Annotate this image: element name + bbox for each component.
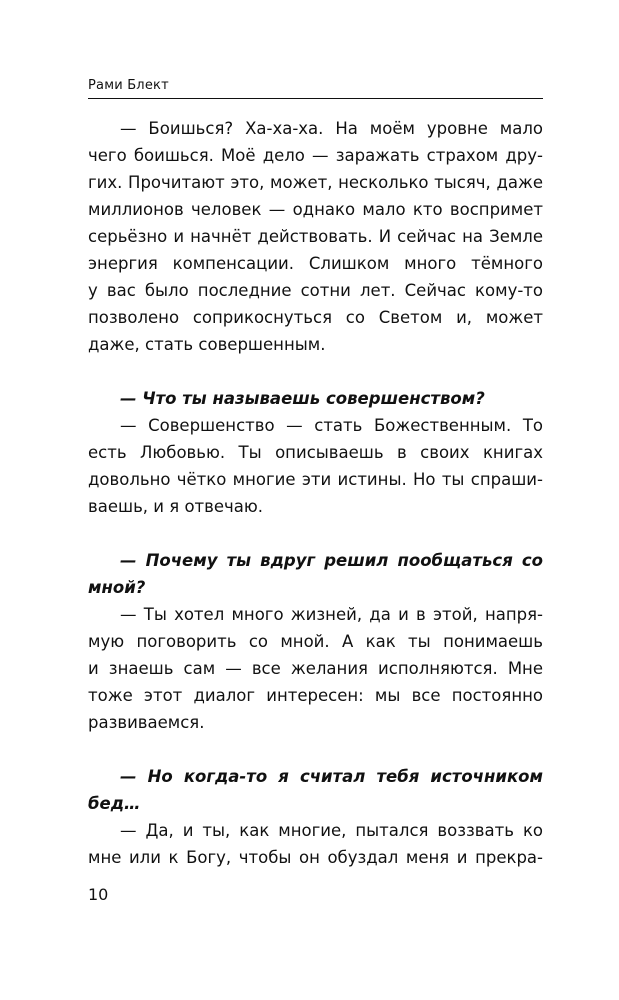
text-line: ваешь, и я отвечаю. (88, 497, 264, 516)
text-line: — Боишься? Ха-ха-ха. На моём уровне мало (120, 119, 543, 138)
running-head: Рами Блект (88, 78, 169, 93)
question-heading: мной? (88, 578, 146, 597)
text-line: позволено соприкоснуться со Светом и, может (88, 308, 543, 327)
text-line: довольно чётко многие эти истины. Но ты спраши- (88, 470, 543, 489)
header-rule (88, 98, 543, 99)
text-line: мне или к Богу, чтобы он обуздал меня и прекра- (88, 848, 543, 867)
question-heading: — Что ты называешь совершенством? (120, 389, 485, 408)
paragraph-gap (88, 358, 543, 385)
paragraph-gap (88, 520, 543, 547)
text-line: гих. Прочитают это, может, несколько тысяч, даже (88, 173, 543, 192)
text-line: серьёзно и начнёт действовать. И сейчас на Земле (88, 227, 543, 246)
text-line: — Да, и ты, как многие, пытался воззвать ко (120, 821, 543, 840)
text-line: мую поговорить со мной. А как ты понимаешь (88, 632, 543, 651)
text-line: тоже этот диалог интересен: мы все постоянно (88, 686, 543, 705)
text-line: чего боишься. Моё дело — заражать страхом дру- (88, 146, 543, 165)
text-line: — Ты хотел много жизней, да и в этой, напря- (120, 605, 543, 624)
text-line: даже, стать совершенным. (88, 335, 326, 354)
page-body (88, 115, 543, 871)
text-line: и знаешь сам — все желания исполняются. Мне (88, 659, 543, 678)
text-line: — Совершенство — стать Божественным. То (120, 416, 543, 435)
text-line: есть Любовью. Ты описываешь в своих книгах (88, 443, 543, 462)
paragraph-gap (88, 736, 543, 763)
question-heading: — Но когда-то я считал тебя источником (120, 767, 543, 786)
page-number: 10 (88, 885, 109, 904)
question-heading: бед… (88, 794, 141, 813)
question-heading: — Почему ты вдруг решил пообщаться со (120, 551, 543, 570)
text-line: развиваемся. (88, 713, 205, 732)
text-line: энергия компенсации. Слишком много тёмного (88, 254, 543, 273)
text-line: миллионов человек — однако мало кто воспримет (88, 200, 543, 219)
text-line: у вас было последние сотни лет. Сейчас кому-то (88, 281, 543, 300)
